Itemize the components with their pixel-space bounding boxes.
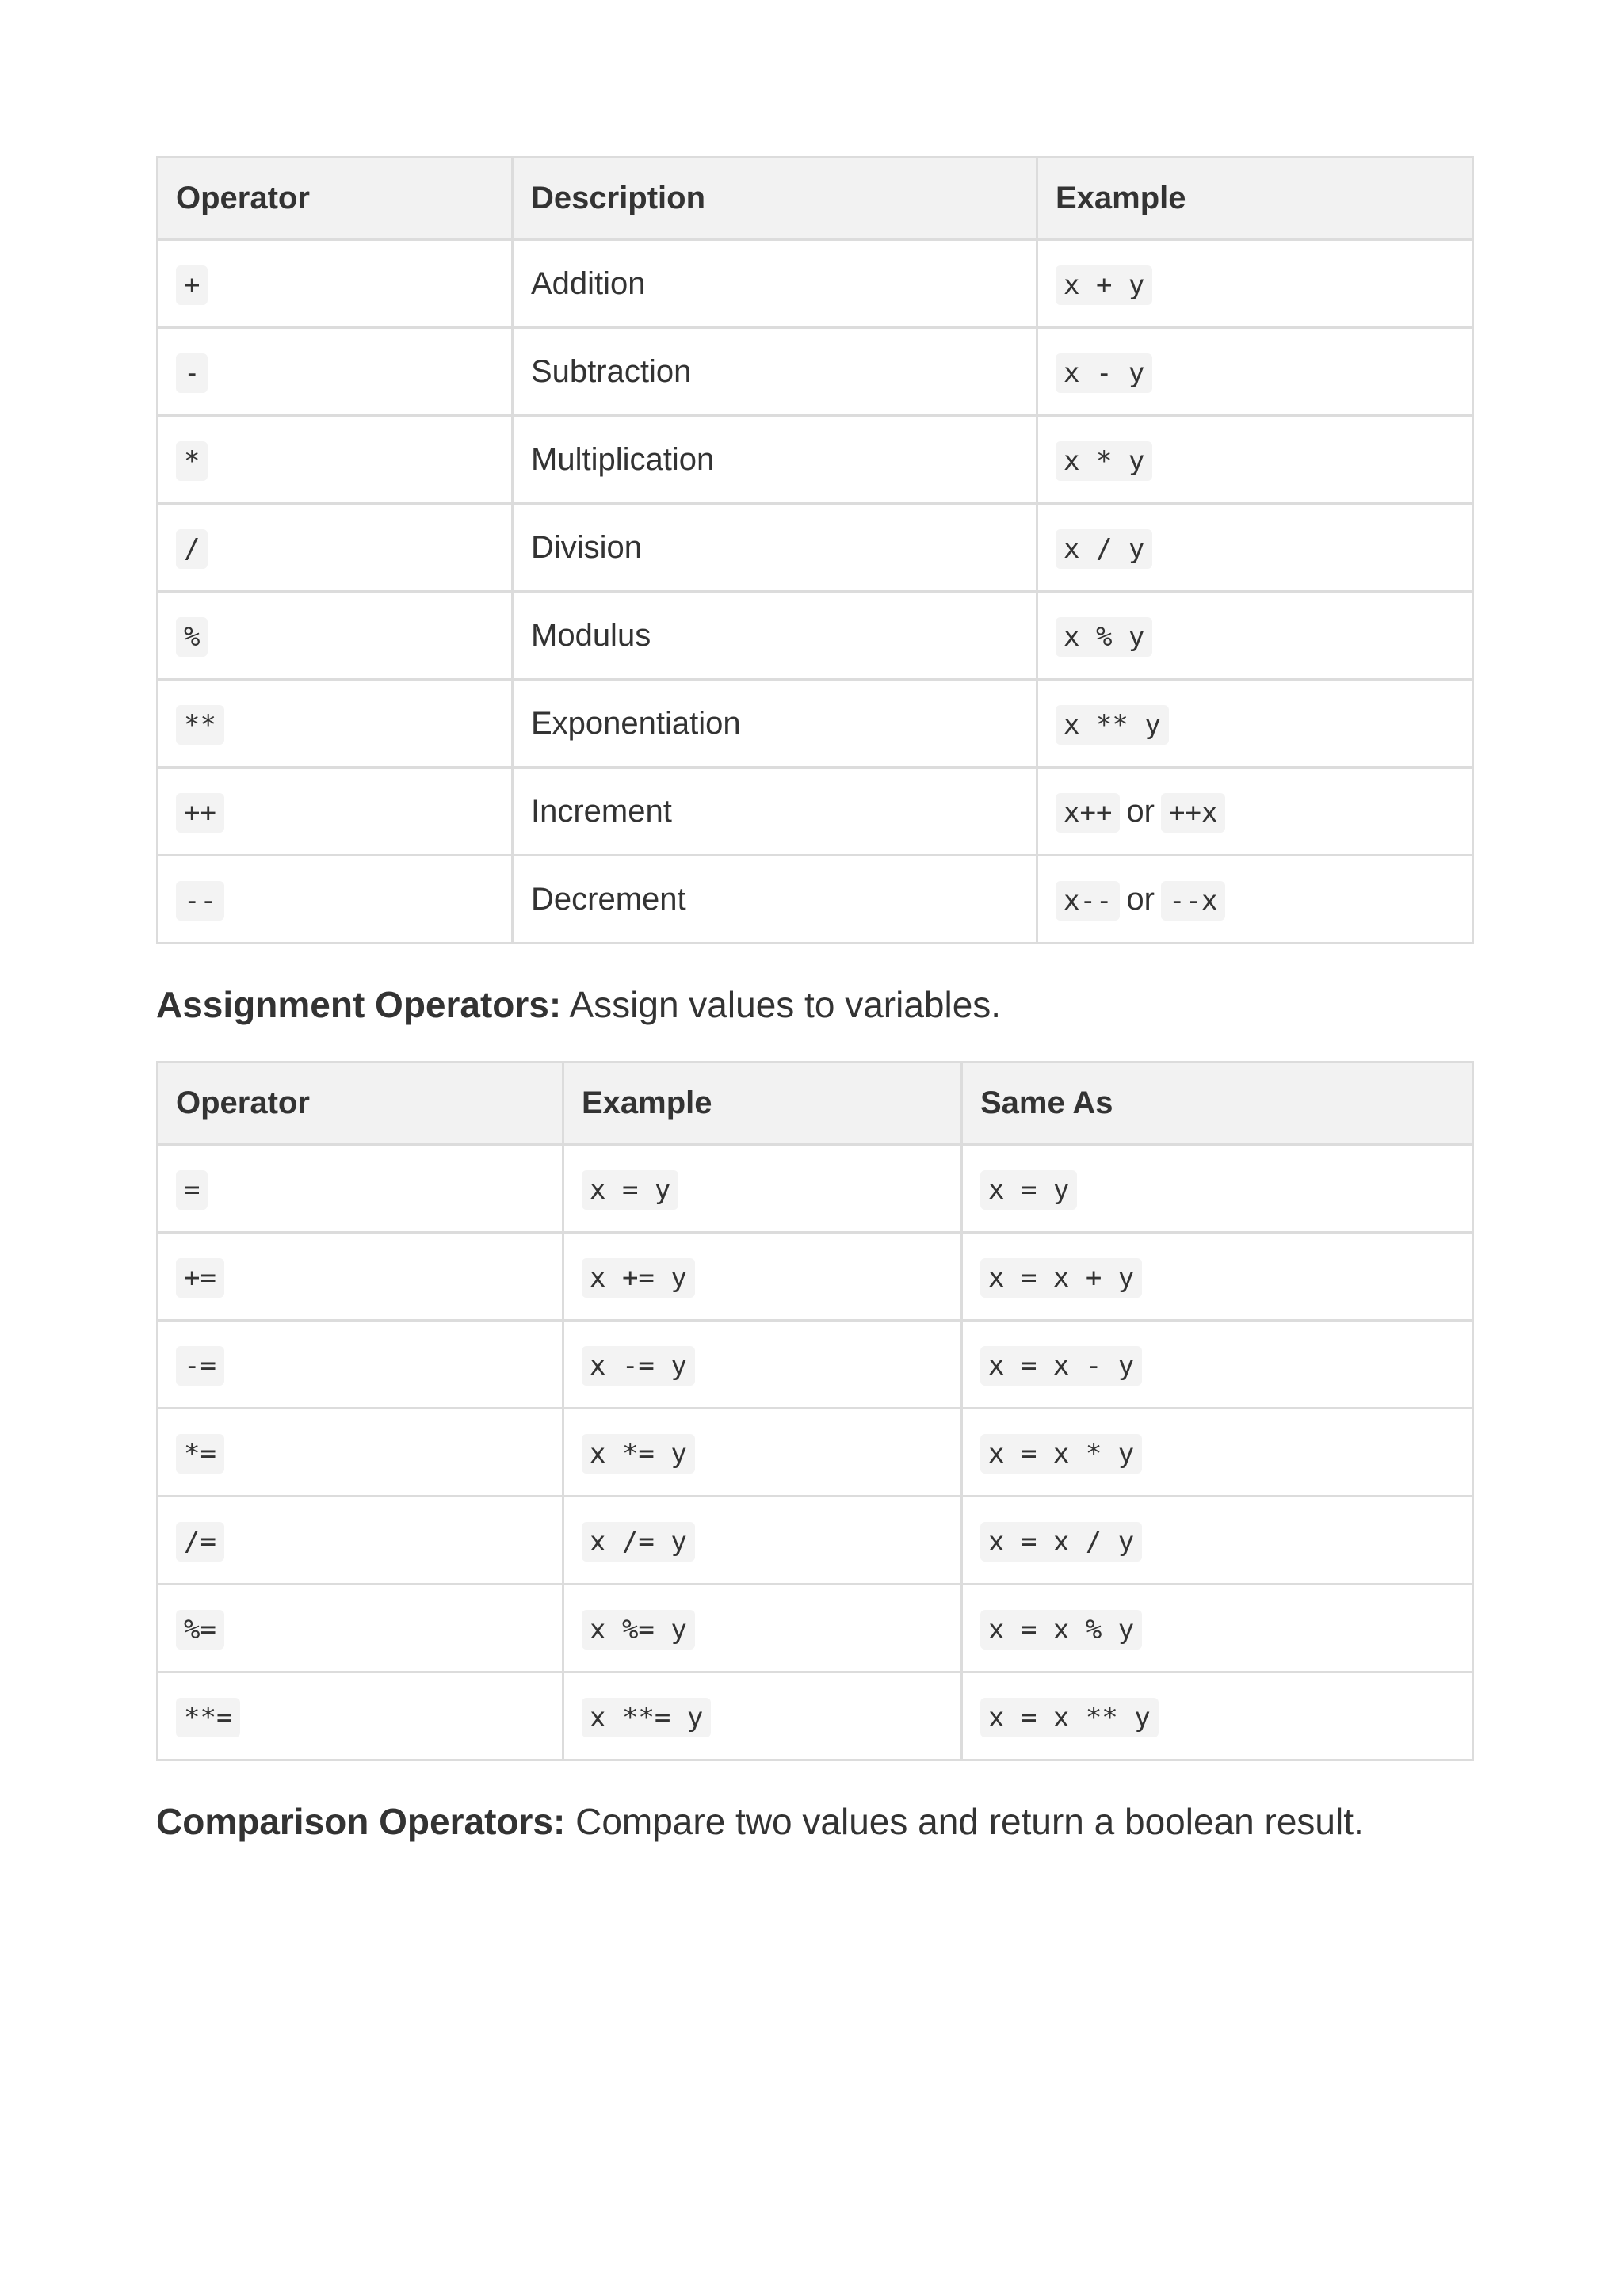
operator-cell bbox=[158, 1585, 563, 1672]
operator-cell bbox=[158, 1672, 563, 1760]
example-code-prefix: x-- bbox=[1056, 881, 1120, 921]
same-as-code: x = y bbox=[980, 1170, 1077, 1210]
table-row bbox=[158, 1145, 1473, 1233]
operator-cell bbox=[158, 680, 513, 768]
same-as-cell bbox=[962, 1145, 1473, 1233]
same-as-cell bbox=[962, 1585, 1473, 1672]
example-code: x /= y bbox=[582, 1522, 695, 1562]
same-as-code: x = x - y bbox=[980, 1346, 1142, 1386]
table-row bbox=[158, 1585, 1473, 1672]
same-as-cell bbox=[962, 1233, 1473, 1321]
description-cell: Division bbox=[513, 504, 1037, 592]
example-code: x += y bbox=[582, 1258, 695, 1298]
table-row bbox=[158, 504, 1473, 592]
example-cell bbox=[563, 1672, 962, 1760]
column-header-example: Example bbox=[1037, 158, 1473, 240]
operator-code: -- bbox=[176, 881, 224, 921]
example-cell bbox=[563, 1497, 962, 1585]
table-header-row bbox=[158, 1062, 1473, 1145]
same-as-cell bbox=[962, 1409, 1473, 1497]
description-cell: Modulus bbox=[513, 592, 1037, 680]
same-as-code: x = x % y bbox=[980, 1610, 1142, 1650]
operator-cell bbox=[158, 416, 513, 504]
example-code: x -= y bbox=[582, 1346, 695, 1386]
operator-code: * bbox=[176, 441, 208, 481]
same-as-code: x = x * y bbox=[980, 1434, 1142, 1474]
operator-code: /= bbox=[176, 1522, 224, 1562]
operator-code: *= bbox=[176, 1434, 224, 1474]
comparison-operators-intro bbox=[156, 1803, 1472, 1840]
arithmetic-operators-table bbox=[156, 156, 1474, 944]
operator-cell bbox=[158, 1321, 563, 1409]
description-cell: Exponentiation bbox=[513, 680, 1037, 768]
same-as-cell bbox=[962, 1321, 1473, 1409]
table-row bbox=[158, 592, 1473, 680]
example-cell bbox=[1037, 680, 1473, 768]
description-cell: Decrement bbox=[513, 856, 1037, 944]
column-header-description: Description bbox=[513, 158, 1037, 240]
example-cell bbox=[563, 1585, 962, 1672]
operator-code: - bbox=[176, 353, 208, 393]
column-header-example: Example bbox=[563, 1062, 962, 1145]
assignment-operators-heading: Assignment Operators: bbox=[156, 984, 562, 1025]
example-cell bbox=[563, 1145, 962, 1233]
description-cell: Subtraction bbox=[513, 328, 1037, 416]
description-cell: Increment bbox=[513, 768, 1037, 856]
table-row bbox=[158, 240, 1473, 328]
example-code: x **= y bbox=[582, 1698, 711, 1737]
table-row bbox=[158, 1233, 1473, 1321]
table-row bbox=[158, 1321, 1473, 1409]
operator-code: + bbox=[176, 265, 208, 305]
operator-cell bbox=[158, 1409, 563, 1497]
same-as-cell bbox=[962, 1672, 1473, 1760]
comparison-operators-text: Compare two values and return a boolean result. bbox=[565, 1801, 1364, 1842]
example-code: x - y bbox=[1056, 353, 1152, 393]
operator-code: %= bbox=[176, 1610, 224, 1650]
example-code-postfix: --x bbox=[1161, 881, 1225, 921]
operator-cell bbox=[158, 592, 513, 680]
same-as-code: x = x + y bbox=[980, 1258, 1142, 1298]
example-code: x + y bbox=[1056, 265, 1152, 305]
example-code-prefix: x++ bbox=[1056, 793, 1120, 833]
table-row bbox=[158, 328, 1473, 416]
column-header-operator: Operator bbox=[158, 158, 513, 240]
example-code: x *= y bbox=[582, 1434, 695, 1474]
table-row bbox=[158, 1409, 1473, 1497]
description-cell: Multiplication bbox=[513, 416, 1037, 504]
operator-code: ** bbox=[176, 705, 224, 745]
example-cell bbox=[563, 1233, 962, 1321]
column-header-operator: Operator bbox=[158, 1062, 563, 1145]
comparison-operators-heading: Comparison Operators: bbox=[156, 1801, 566, 1842]
operator-code: **= bbox=[176, 1698, 240, 1737]
example-cell bbox=[1037, 768, 1473, 856]
example-cell bbox=[563, 1321, 962, 1409]
table-row bbox=[158, 1672, 1473, 1760]
example-code-postfix: ++x bbox=[1161, 793, 1225, 833]
example-cell bbox=[1037, 240, 1473, 328]
operator-cell bbox=[158, 1233, 563, 1321]
operator-code: += bbox=[176, 1258, 224, 1298]
example-cell bbox=[1037, 504, 1473, 592]
operator-cell bbox=[158, 504, 513, 592]
operator-cell bbox=[158, 1497, 563, 1585]
operator-cell bbox=[158, 856, 513, 944]
table-header-row bbox=[158, 158, 1473, 240]
assignment-operators-text: Assign values to variables. bbox=[561, 984, 1002, 1025]
example-cell bbox=[1037, 328, 1473, 416]
operator-code: ++ bbox=[176, 793, 224, 833]
table-row bbox=[158, 416, 1473, 504]
same-as-code: x = x / y bbox=[980, 1522, 1142, 1562]
same-as-code: x = x ** y bbox=[980, 1698, 1159, 1737]
assignment-operators-table bbox=[156, 1061, 1474, 1761]
operator-cell bbox=[158, 768, 513, 856]
operator-code: / bbox=[176, 529, 208, 569]
operator-cell bbox=[158, 1145, 563, 1233]
example-code: x % y bbox=[1056, 617, 1152, 657]
operator-cell bbox=[158, 328, 513, 416]
description-cell: Addition bbox=[513, 240, 1037, 328]
example-joiner: or bbox=[1126, 881, 1155, 917]
document-page bbox=[156, 156, 1472, 1840]
table-row bbox=[158, 680, 1473, 768]
operator-code: -= bbox=[176, 1346, 224, 1386]
example-cell bbox=[1037, 592, 1473, 680]
table-row bbox=[158, 1497, 1473, 1585]
assignment-operators-intro bbox=[156, 986, 1472, 1023]
example-cell bbox=[1037, 416, 1473, 504]
example-code: x %= y bbox=[582, 1610, 695, 1650]
example-code: x ** y bbox=[1056, 705, 1169, 745]
example-code: x = y bbox=[582, 1170, 678, 1210]
table-row bbox=[158, 856, 1473, 944]
same-as-cell bbox=[962, 1497, 1473, 1585]
example-cell bbox=[1037, 856, 1473, 944]
table-row bbox=[158, 768, 1473, 856]
operator-code: = bbox=[176, 1170, 208, 1210]
column-header-same-as: Same As bbox=[962, 1062, 1473, 1145]
example-code: x * y bbox=[1056, 441, 1152, 481]
operator-cell bbox=[158, 240, 513, 328]
example-code: x / y bbox=[1056, 529, 1152, 569]
example-cell bbox=[563, 1409, 962, 1497]
operator-code: % bbox=[176, 617, 208, 657]
example-joiner: or bbox=[1126, 793, 1155, 829]
